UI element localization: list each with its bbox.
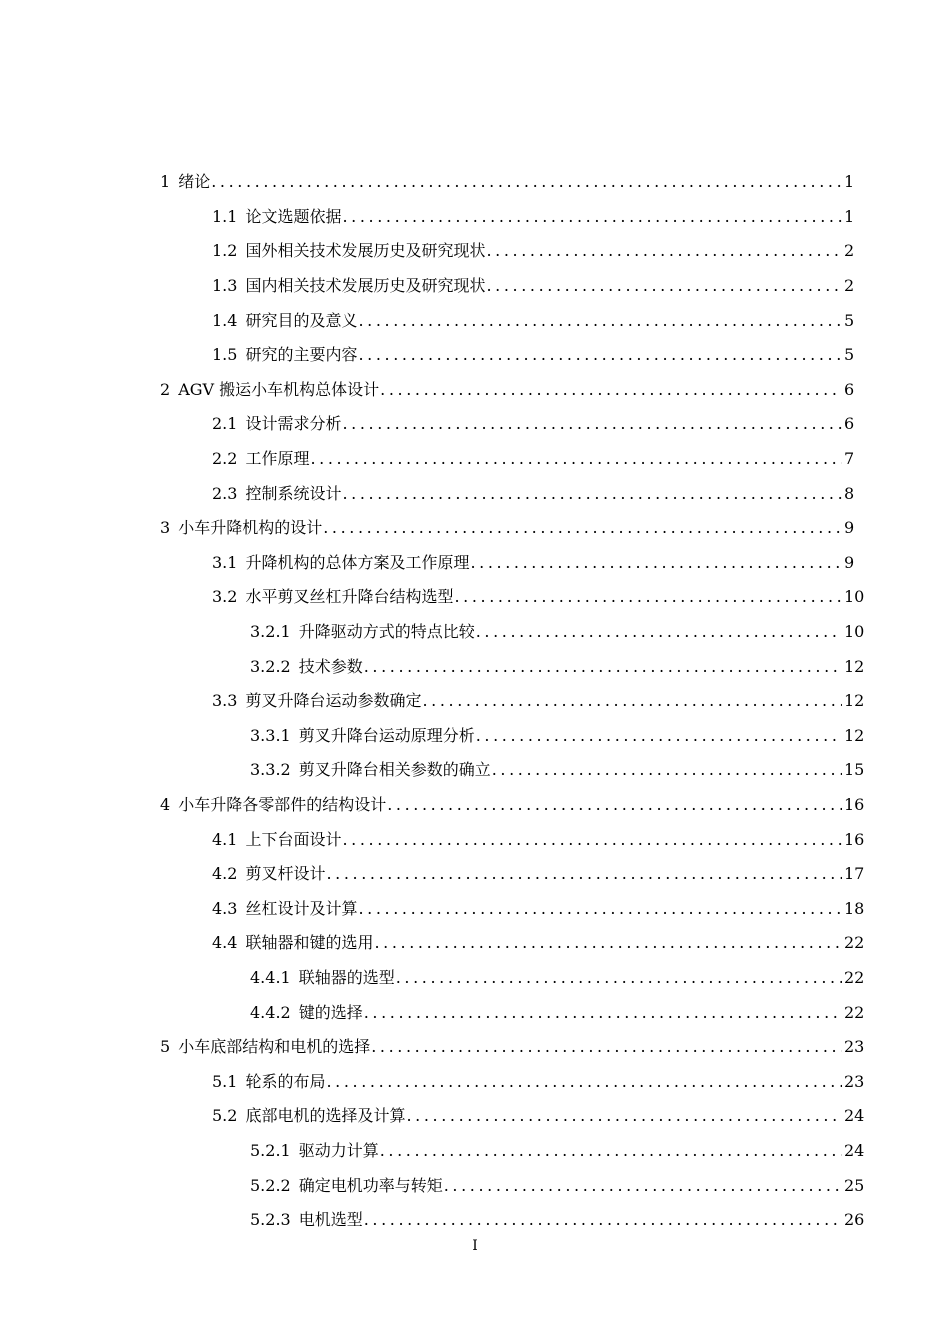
toc-entry-title: 设计需求分析 <box>245 414 342 434</box>
toc-entry-number: 4.1 <box>212 829 238 849</box>
toc-entry-title: 联轴器的选型 <box>298 967 395 987</box>
toc-entry-page: 6 <box>844 414 855 434</box>
toc-entry-number: 5.2 <box>212 1106 238 1126</box>
toc-dot-leader <box>371 1037 842 1057</box>
toc-dot-leader <box>211 172 842 192</box>
toc-entry-page: 15 <box>844 760 865 780</box>
toc-entry-page: 18 <box>844 898 865 918</box>
toc-entry-number: 3.3.1 <box>250 725 291 745</box>
toc-entry[interactable] <box>0 442 950 477</box>
toc-entry-number: 3.3 <box>212 691 238 711</box>
toc-entry-page: 7 <box>844 449 855 469</box>
toc-entry[interactable] <box>0 857 950 892</box>
toc-entry-page: 24 <box>844 1106 865 1126</box>
toc-dot-leader <box>492 760 842 780</box>
toc-entry-page: 22 <box>844 933 865 953</box>
toc-entry-number: 3.2.1 <box>250 622 291 642</box>
toc-dot-leader <box>396 968 842 988</box>
toc-entry[interactable] <box>0 753 950 788</box>
toc-entry[interactable] <box>0 269 950 304</box>
toc-dot-leader <box>380 1141 842 1161</box>
toc-entry-title: 剪叉升降台运动参数确定 <box>245 691 422 711</box>
toc-entry-number: 1.5 <box>212 345 238 365</box>
toc-entry-page: 17 <box>844 864 865 884</box>
toc-entry-number: 3.2.2 <box>250 656 291 676</box>
page-footer-number: I <box>472 1238 478 1254</box>
toc-entry[interactable] <box>0 373 950 408</box>
toc-entry-number: 5.2.1 <box>250 1140 291 1160</box>
toc-entry-number: 5 <box>160 1037 171 1057</box>
toc-entry-page: 1 <box>844 172 855 192</box>
toc-entry[interactable] <box>0 684 950 719</box>
toc-entry[interactable] <box>0 995 950 1030</box>
toc-dot-leader <box>444 1176 842 1196</box>
toc-dot-leader <box>358 311 842 331</box>
toc-entry-page: 25 <box>844 1175 865 1195</box>
toc-dot-leader <box>364 1003 842 1023</box>
toc-entry[interactable] <box>0 719 950 754</box>
toc-entry-page: 5 <box>844 345 855 365</box>
toc-entry-number: 4 <box>160 794 171 814</box>
toc-entry[interactable] <box>0 788 950 823</box>
toc-entry[interactable] <box>0 303 950 338</box>
toc-entry-page: 22 <box>844 1002 865 1022</box>
toc-entry-number: 2.2 <box>212 449 238 469</box>
toc-entry[interactable] <box>0 407 950 442</box>
toc-entry-title: 控制系统设计 <box>245 483 342 503</box>
toc-dot-leader <box>374 933 842 953</box>
toc-entry-title: AGV 搬运小车机构总体设计 <box>178 379 380 399</box>
toc-entry-page: 10 <box>844 622 865 642</box>
toc-entry-title: 小车升降机构的设计 <box>178 518 323 538</box>
toc-entry-title: 剪叉杆设计 <box>245 864 326 884</box>
toc-entry-number: 4.2 <box>212 864 238 884</box>
toc-entry[interactable] <box>0 1134 950 1169</box>
toc-dot-leader <box>486 241 842 261</box>
toc-entry-page: 8 <box>844 483 855 503</box>
toc-dot-leader <box>486 276 842 296</box>
toc-entry-title: 上下台面设计 <box>245 829 342 849</box>
toc-dot-leader <box>310 449 842 469</box>
toc-entry-page: 12 <box>844 656 865 676</box>
toc-entry[interactable] <box>0 1064 950 1099</box>
toc-dot-leader <box>422 691 842 711</box>
toc-entry-page: 24 <box>844 1140 865 1160</box>
toc-dot-leader <box>476 726 842 746</box>
toc-entry-number: 2.3 <box>212 483 238 503</box>
toc-entry-page: 1 <box>844 206 855 226</box>
toc-entry-page: 26 <box>844 1210 865 1230</box>
toc-entry[interactable] <box>0 926 950 961</box>
toc-entry-title: 驱动力计算 <box>298 1140 379 1160</box>
toc-entry-title: 丝杠设计及计算 <box>245 898 358 918</box>
toc-dot-leader <box>342 830 842 850</box>
toc-entry-number: 4.4 <box>212 933 238 953</box>
toc-entry-title: 水平剪叉丝杠升降台结构选型 <box>245 587 454 607</box>
toc-entry-title: 剪叉升降台相关参数的确立 <box>298 760 491 780</box>
toc-dot-leader <box>358 899 842 919</box>
toc-dot-leader <box>358 345 842 365</box>
toc-entry-page: 2 <box>844 276 855 296</box>
toc-entry[interactable] <box>0 234 950 269</box>
toc-entry-page: 12 <box>844 691 865 711</box>
toc-entry-page: 22 <box>844 967 865 987</box>
toc-entry-number: 3.3.2 <box>250 760 291 780</box>
toc-entry-title: 联轴器和键的选用 <box>245 933 374 953</box>
toc-entry-title: 小车升降各零部件的结构设计 <box>178 794 387 814</box>
toc-entry-title: 确定电机功率与转矩 <box>298 1175 443 1195</box>
toc-entry-number: 3.2 <box>212 587 238 607</box>
toc-dot-leader <box>454 587 842 607</box>
toc-entry-title: 小车底部结构和电机的选择 <box>178 1037 371 1057</box>
toc-entry-number: 3.1 <box>212 552 238 572</box>
toc-entry[interactable] <box>0 615 950 650</box>
toc-entry[interactable] <box>0 580 950 615</box>
toc-entry-number: 1.2 <box>212 241 238 261</box>
toc-entry-page: 5 <box>844 310 855 330</box>
toc-entry[interactable] <box>0 649 950 684</box>
toc-dot-leader <box>323 518 842 538</box>
toc-entry-page: 12 <box>844 725 865 745</box>
toc-entry-page: 9 <box>844 518 855 538</box>
toc-entry-number: 1 <box>160 172 171 192</box>
toc-entry-page: 16 <box>844 829 865 849</box>
toc-dot-leader <box>326 1072 842 1092</box>
toc-entry[interactable] <box>0 476 950 511</box>
toc-entry-page: 10 <box>844 587 865 607</box>
toc-entry[interactable] <box>0 200 950 235</box>
toc-entry-number: 1.4 <box>212 310 238 330</box>
toc-entry-number: 4.3 <box>212 898 238 918</box>
toc-entry[interactable] <box>0 511 950 546</box>
toc-entry[interactable] <box>0 822 950 857</box>
toc-entry[interactable] <box>0 338 950 373</box>
toc-dot-leader <box>470 553 842 573</box>
toc-entry-title: 绪论 <box>178 172 211 192</box>
toc-dot-leader <box>364 657 842 677</box>
toc-entry-number: 3 <box>160 518 171 538</box>
toc-entry-title: 升降驱动方式的特点比较 <box>298 622 475 642</box>
toc-entry[interactable] <box>0 1030 950 1065</box>
toc-entry[interactable] <box>0 1203 950 1238</box>
toc-entry-title: 轮系的布局 <box>245 1071 326 1091</box>
toc-entry-title: 研究的主要内容 <box>245 345 358 365</box>
toc-dot-leader <box>342 414 842 434</box>
toc-dot-leader <box>387 795 842 815</box>
toc-entry[interactable] <box>0 1099 950 1134</box>
toc-entry-number: 5.2.3 <box>250 1210 291 1230</box>
toc-dot-leader <box>476 622 842 642</box>
toc-dot-leader <box>380 380 842 400</box>
toc-entry-title: 国内相关技术发展历史及研究现状 <box>245 276 486 296</box>
toc-entry-title: 国外相关技术发展历史及研究现状 <box>245 241 486 261</box>
toc-entry-page: 23 <box>844 1037 865 1057</box>
toc-entry-page: 23 <box>844 1071 865 1091</box>
toc-entry[interactable] <box>0 961 950 996</box>
toc-entry-title: 键的选择 <box>298 1002 363 1022</box>
toc-dot-leader <box>342 484 842 504</box>
toc-dot-leader <box>326 864 842 884</box>
toc-entry-title: 技术参数 <box>298 656 363 676</box>
toc-entry-title: 电机选型 <box>298 1210 363 1230</box>
toc-entry-title: 研究目的及意义 <box>245 310 358 330</box>
toc-entry-number: 5.1 <box>212 1071 238 1091</box>
toc-entry-title: 剪叉升降台运动原理分析 <box>298 725 475 745</box>
toc-entry-number: 1.3 <box>212 276 238 296</box>
toc-entry-page: 2 <box>844 241 855 261</box>
toc-entry-page: 6 <box>844 379 855 399</box>
toc-entry[interactable] <box>0 165 950 200</box>
toc-entry-title: 底部电机的选择及计算 <box>245 1106 406 1126</box>
table-of-contents <box>0 165 950 1237</box>
toc-dot-leader <box>406 1106 842 1126</box>
toc-entry-page: 9 <box>844 552 855 572</box>
toc-entry-number: 1.1 <box>212 206 238 226</box>
toc-entry-number: 2.1 <box>212 414 238 434</box>
toc-entry[interactable] <box>0 1168 950 1203</box>
toc-entry-number: 4.4.1 <box>250 967 291 987</box>
toc-entry-page: 16 <box>844 794 865 814</box>
toc-entry-title: 论文选题依据 <box>245 206 342 226</box>
toc-dot-leader <box>364 1210 842 1230</box>
toc-entry[interactable] <box>0 891 950 926</box>
toc-entry[interactable] <box>0 546 950 581</box>
toc-entry-title: 工作原理 <box>245 449 310 469</box>
toc-entry-number: 2 <box>160 379 171 399</box>
toc-entry-number: 4.4.2 <box>250 1002 291 1022</box>
toc-entry-title: 升降机构的总体方案及工作原理 <box>245 552 470 572</box>
toc-entry-number: 5.2.2 <box>250 1175 291 1195</box>
toc-dot-leader <box>342 207 842 227</box>
